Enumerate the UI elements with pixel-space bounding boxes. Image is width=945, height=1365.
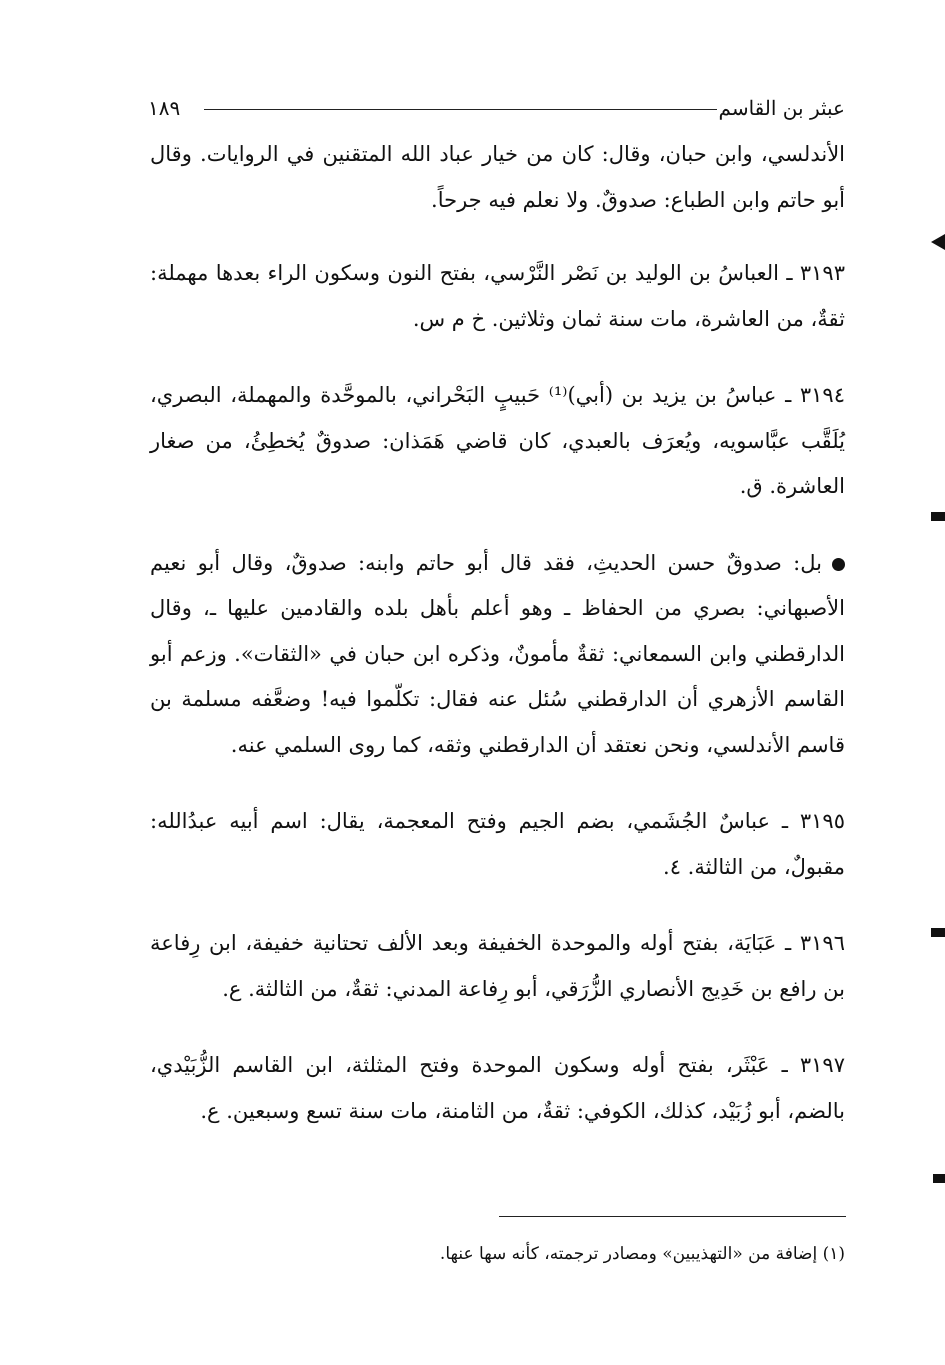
entry-3196: ٣١٩٦ ـ عَبَايَة، بفتح أوله والموحدة الخفيفة وبعد الألف تحتانية خفيفة، ابن رِفاعة بن رافع بن خَدِيج الأنصاري الزُّرَقي، أبو رِفاعة المدني: ثقةٌ، من الثالثة. ع. <box>150 931 845 1001</box>
entry-3195: ٣١٩٥ ـ عباسٌ الجُشَمي، بضم الجيم وفتح المعجمة، يقال: اسم أبيه عبدُالله: مقبولٌ، من الثالثة. ٤. <box>150 809 845 879</box>
bullet-icon <box>832 558 845 571</box>
footnote: (١) إضافة من «التهذيبين» ومصادر ترجمته، كأنه سها عنها. <box>439 1244 845 1264</box>
header-rule <box>204 109 717 110</box>
running-title: عبثر بن القاسم <box>718 96 845 120</box>
page-number: ١٨٩ <box>148 96 181 120</box>
footnote-rule <box>499 1216 846 1217</box>
scan-edge-mark <box>933 1174 945 1183</box>
main-text <box>150 132 845 1165</box>
editor-note-text: بل: صدوقٌ حسن الحديثِ، فقد قال أبو حاتم وابنه: صدوقٌ، وقال أبو نعيم الأصبهاني: بصري من الحفاظ ـ وهو أعلم بأهل بلده والقادمين عليها ـ، وقال الدارقطني وابن السمعاني: ثقةٌ مأمونٌ، وذكره ابن حبان في «الثقات». وزعم أبو القاسم الأزهري أن الدارقطني سُئل عنه فقال: تكلّموا فيه! وضعَّفه مسلمة بن قاسم الأندلسي، ونحن نعتقد أن الدارقطني وثقه، كما روى السلمي عنه. <box>150 550 845 757</box>
page-header <box>148 96 845 126</box>
entry-continuation: الأندلسي، وابن حبان، وقال: كان من خيار عباد الله المتقنين في الروايات. وقال أبو حاتم وابن الطباع: صدوقٌ. ولا نعلم فيه جرحاً. <box>150 142 845 212</box>
scan-edge-mark <box>931 234 945 250</box>
entry-3194: ٣١٩٤ ـ عباسُ بن يزيد بن (أبي)⁽¹⁾ حَبيبٍ البَحْراني، بالموحَّدة والمهملة، البصري، يُلَقَّب عبَّاسويه، ويُعرَف بالعبدي، كان قاضي هَمَذان: صدوقٌ يُخطِئُ، من صغار العاشرة. ق. <box>150 383 845 498</box>
entry-3193: ٣١٩٣ ـ العباسُ بن الوليد بن نَصْر النَّرْسي، بفتح النون وسكون الراء بعدها مهملة: ثقةٌ، من العاشرة، مات سنة ثمان وثلاثين. خ م س. <box>150 261 845 331</box>
editor-note-3194 <box>150 541 845 769</box>
entry-3197: ٣١٩٧ ـ عَبْثَر، بفتح أوله وسكون الموحدة وفتح المثلثة، ابن القاسم الزُّبَيْدي، بالضم، أبو زُبَيْد، كذلك، الكوفي: ثقةٌ، من الثامنة، مات سنة تسع وسبعين. ع. <box>150 1053 845 1123</box>
scan-edge-mark <box>931 928 945 937</box>
scan-edge-mark <box>931 512 945 521</box>
